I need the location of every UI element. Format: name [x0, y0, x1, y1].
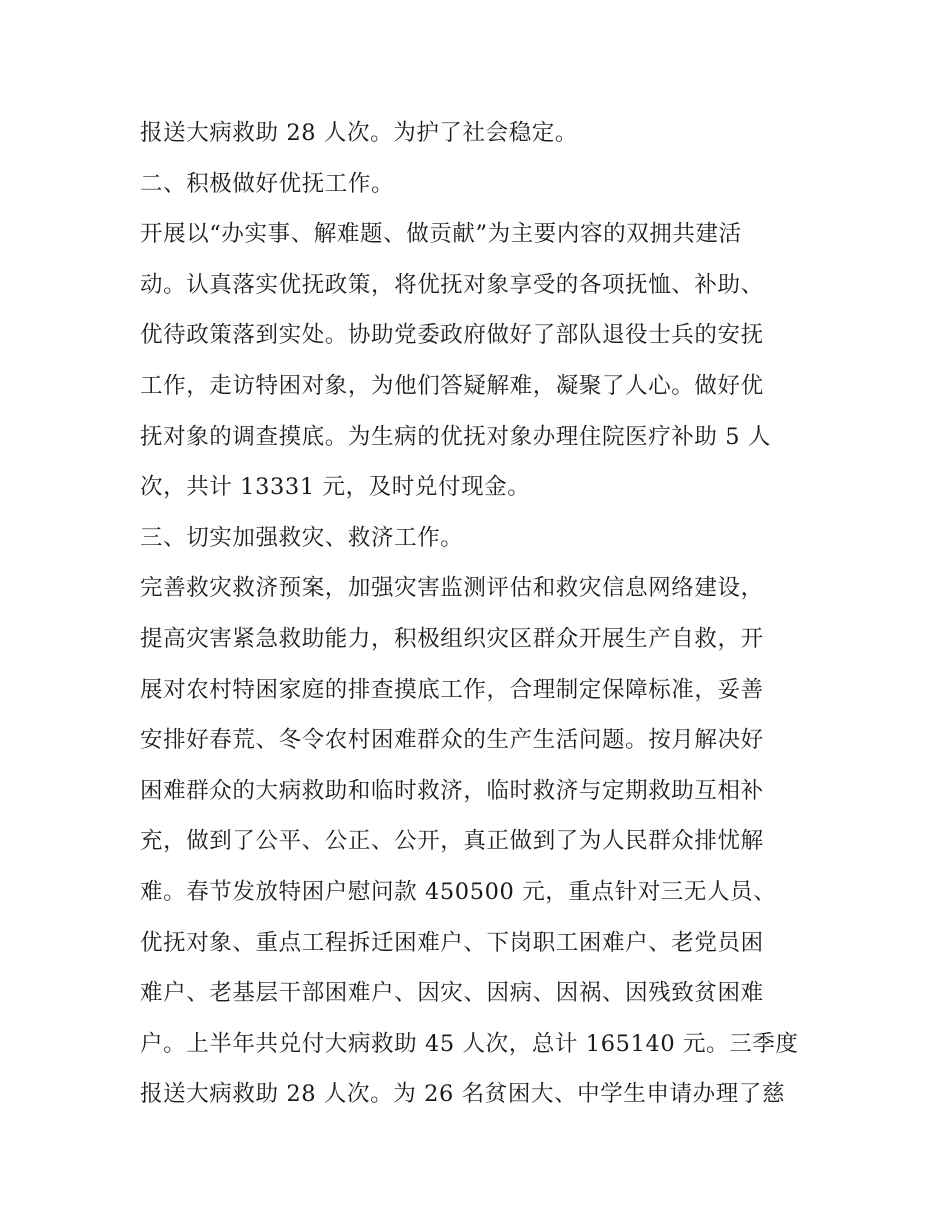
- text-line-20: 报送大病救助 28 人次。为 26 名贫困大、中学生申请办理了慈: [140, 1081, 786, 1108]
- text-line-16: 难。春节发放特困户慰问款 450500 元，重点针对三无人员、: [140, 878, 777, 905]
- text-line-19: 户。上半年共兑付大病救助 45 人次，总计 165140 元。三季度: [140, 1030, 799, 1057]
- text-line-8: 次，共计 13331 元，及时兑付现金。: [140, 474, 531, 501]
- text-line-4: 动。认真落实优抚政策，将优抚对象享受的各项抚恤、补助、: [140, 271, 764, 298]
- text-line-12: 展对农村特困家庭的排查摸底工作，合理制定保障标准，妥善: [140, 676, 764, 703]
- section-heading-3: 三、切实加强救灾、救济工作。: [140, 524, 464, 551]
- text-line-7: 抚对象的调查摸底。为生病的优抚对象办理住院医疗补助 5 人: [140, 423, 772, 450]
- document-body: [140, 108, 820, 1120]
- text-line-13: 安排好春荒、冬令农村困难群众的生产生活问题。按月解决好: [140, 727, 764, 754]
- text-line-1: 报送大病救助 28 人次。为护了社会稳定。: [140, 120, 579, 146]
- text-line-18: 难户、老基层干部困难户、因灾、因病、因祸、因残致贫困难: [140, 980, 764, 1007]
- text-line-6: 工作，走访特困对象，为他们答疑解难，凝聚了人心。做好优: [140, 372, 764, 399]
- text-line-17: 优抚对象、重点工程拆迁困难户、下岗职工困难户、老党员困: [140, 929, 764, 956]
- text-line-14: 困难群众的大病救助和临时救济，临时救济与定期救助互相补: [140, 777, 764, 804]
- text-line-10: 完善救灾救济预案，加强灾害监测评估和救灾信息网络建设，: [140, 575, 764, 602]
- text-line-5: 优待政策落到实处。协助党委政府做好了部队退役士兵的安抚: [140, 322, 764, 349]
- text-line-11: 提高灾害紧急救助能力，积极组织灾区群众开展生产自救，开: [140, 625, 764, 652]
- text-line-15: 充，做到了公平、公正、公开，真正做到了为人民群众排忧解: [140, 828, 764, 855]
- text-line-3: 开展以“办实事、解难题、做贡献”为主要内容的双拥共建活: [140, 221, 742, 248]
- section-heading-2: 二、积极做好优抚工作。: [140, 170, 395, 197]
